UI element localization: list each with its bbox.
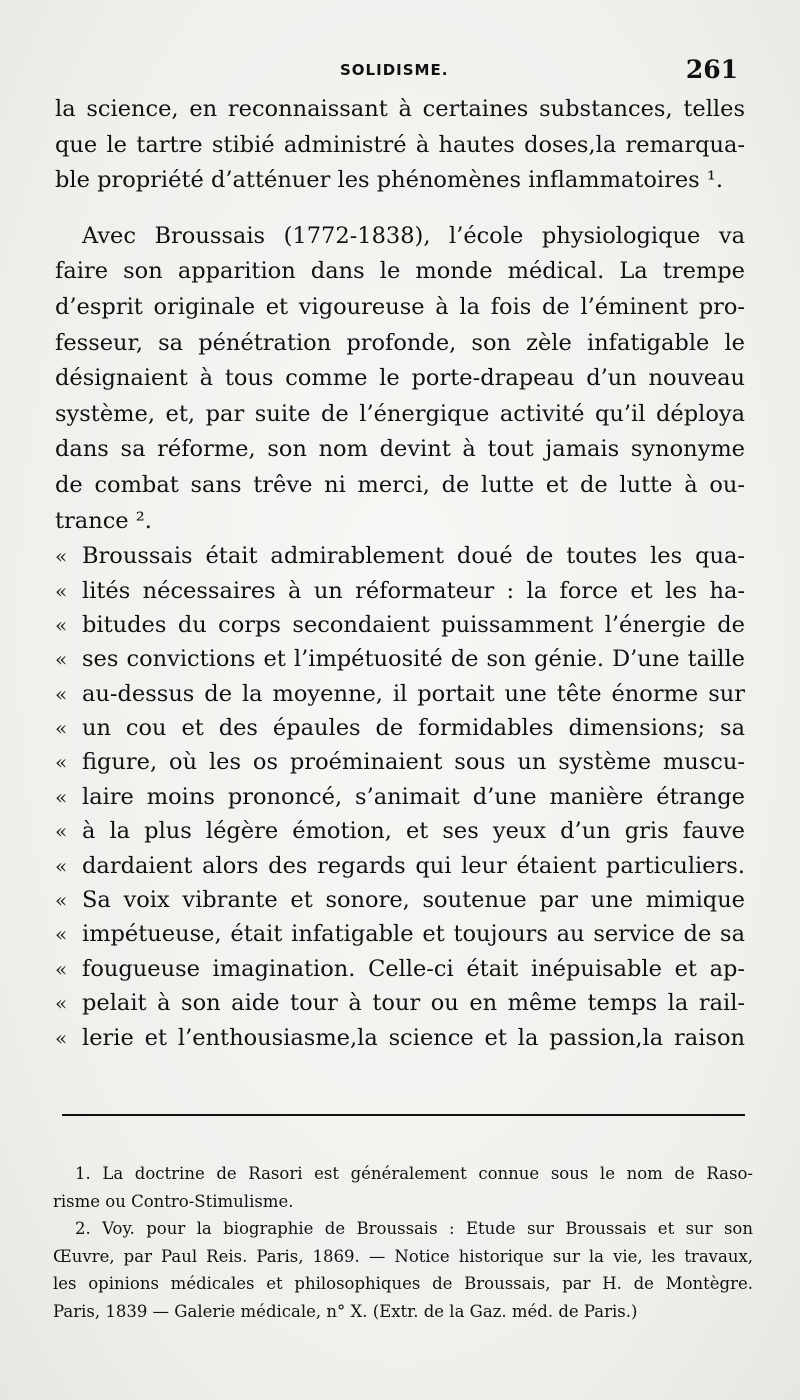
quote-text: dardaient alors des regards qui leur étaient particuliers. (82, 852, 745, 879)
quote-mark: « (55, 647, 68, 672)
quote-mark: « (55, 578, 68, 603)
quote-text: Broussais était admirablement doué de toutes les qua- (82, 543, 745, 570)
text-line: que le tartre stibié administré à hautes doses,la remarqua- (55, 131, 745, 158)
quote-text: lerie et l’enthousiasme,la science et la passion,la raison (82, 1024, 745, 1051)
text-line: de combat sans trêve ni merci, de lutte et de lutte à ou- (55, 471, 745, 498)
quote-text: impétueuse, était infatigable et toujours au service de sa (82, 921, 745, 948)
quote-line (55, 539, 745, 573)
quote-text: lités nécessaires à un réformateur : la force et les ha- (82, 577, 745, 604)
page-number: 261 (685, 55, 738, 84)
quote-mark: « (55, 544, 68, 569)
quote-text: à la plus légère émotion, et ses yeux d’un gris fauve (82, 818, 745, 845)
text-line: d’esprit originale et vigoureuse à la fois de l’éminent pro- (55, 293, 745, 320)
quote-mark: « (55, 716, 68, 741)
footnote-line: les opinions médicales et philosophiques de Broussais, par H. de Montègre. (53, 1274, 753, 1293)
quote-text: bitudes du corps secondaient puissamment l’énergie de (82, 611, 745, 638)
quote-line (55, 745, 745, 779)
quote-line (55, 814, 745, 848)
quote-line (55, 711, 745, 745)
footnote-line: 1. La doctrine de Rasori est généralement connue sous le nom de Raso- (75, 1164, 753, 1183)
quote-text: fougueuse imagination. Celle-ci était inépuisable et ap- (82, 955, 745, 982)
quote-line (55, 917, 745, 951)
quote-line (55, 608, 745, 642)
text-line: fesseur, sa pénétration profonde, son zèle infatigable le (55, 329, 745, 356)
text-line: faire son apparition dans le monde médical. La trempe (55, 258, 745, 285)
footnote-line: risme ou Contro-Stimulisme. (53, 1191, 294, 1211)
quote-line (55, 1021, 745, 1055)
text-line: la science, en reconnaissant à certaines substances, telles (55, 96, 745, 122)
text-line: Avec Broussais (1772-1838), l’école physiologique va (82, 222, 745, 249)
quote-line (55, 677, 745, 711)
text-line: système, et, par suite de l’énergique activité qu’il déploya (55, 400, 745, 427)
quote-line (55, 952, 745, 986)
footnote-line: Œuvre, par Paul Reis. Paris, 1869. — Notice historique sur la vie, les travaux, (53, 1246, 753, 1266)
quote-mark: « (55, 819, 68, 844)
footnote-separator (62, 1114, 745, 1116)
footnote-line: 2. Voy. pour la biographie de Broussais : Etude sur Broussais et sur son (75, 1219, 753, 1238)
running-title: SOLIDISME. (340, 61, 449, 79)
quote-text: laire moins prononcé, s’animait d’une manière étrange (82, 783, 745, 810)
quote-line (55, 642, 745, 676)
quote-line (55, 574, 745, 608)
quote-text: ses convictions et l’impétuosité de son génie. D’une taille (82, 646, 745, 673)
quote-mark: « (55, 1025, 68, 1050)
text-line: ble propriété d’atténuer les phénomènes inflammatoires ¹. (55, 167, 724, 194)
quote-mark: « (55, 991, 68, 1016)
footnote-line: Paris, 1839 — Galerie médicale, n° X. (Extr. de la Gaz. méd. de Paris.) (53, 1301, 638, 1321)
footnotes (53, 1160, 753, 1325)
text-line: trance ². (55, 507, 152, 534)
text-line: dans sa réforme, son nom devint à tout jamais synonyme (55, 436, 745, 463)
quote-line (55, 849, 745, 883)
quote-text: figure, où les os proéminaient sous un système muscu- (82, 749, 745, 776)
quote-mark: « (55, 956, 68, 981)
quote-text: Sa voix vibrante et sonore, soutenue par une mimique (82, 887, 745, 914)
main-text (55, 92, 745, 1055)
quote-line (55, 780, 745, 814)
quote-text: au-dessus de la moyenne, il portait une tête énorme sur (82, 680, 745, 707)
quote-mark: « (55, 612, 68, 637)
quote-mark: « (55, 853, 68, 878)
quote-mark: « (55, 888, 68, 913)
quote-line (55, 883, 745, 917)
text-line: désignaient à tous comme le porte-drapeau d’un nouveau (55, 365, 745, 392)
page-header (55, 55, 750, 95)
quote-text: un cou et des épaules de formidables dimensions; sa (82, 715, 745, 742)
quote-text: pelait à son aide tour à tour ou en même temps la rail- (82, 990, 745, 1017)
quote-line (55, 986, 745, 1020)
quote-mark: « (55, 681, 68, 706)
quote-mark: « (55, 922, 68, 947)
quote-mark: « (55, 784, 68, 809)
quote-mark: « (55, 750, 68, 775)
